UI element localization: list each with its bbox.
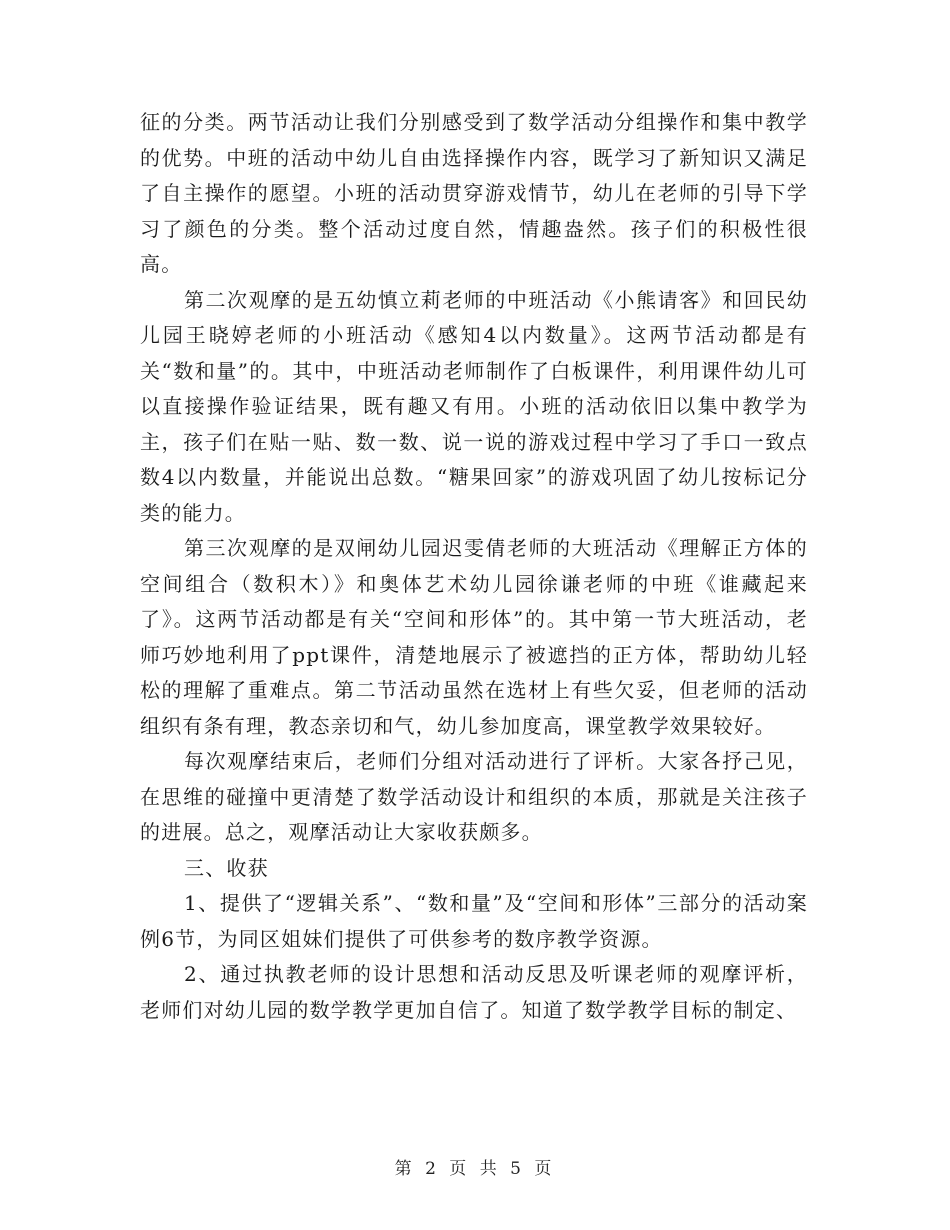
section-heading: 三、收获 — [184, 855, 269, 880]
paragraph-5: 1、提供了“逻辑关系”、“数和量”及“空间和形体”三部分的活动案例6节，为同区姐妹们提供了可供参考的数序教学资源。 — [140, 891, 808, 951]
paragraph-1: 征的分类。两节活动让我们分别感受到了数学活动分组操作和集中教学的优势。中班的活动中幼儿自由选择操作内容，既学习了新知识又满足了自主操作的愿望。小班的活动贯穿游戏情节，幼儿在老师的引导下学习了颜色的分类。整个活动过度自然，情趣盎然。孩子们的积极性很高。 — [140, 110, 808, 276]
paragraph-4: 每次观摩结束后，老师们分组对活动进行了评析。大家各抒己见，在思维的碰撞中更清楚了数学活动设计和组织的本质，那就是关注孩子的进展。总之，观摩活动让大家收获颇多。 — [140, 749, 808, 844]
page-footer: 第 2 页 共 5 页 — [394, 1159, 556, 1179]
paragraph-6: 2、通过执教老师的设计思想和活动反思及听课老师的观摩评析，老师们对幼儿园的数学教学更加自信了。知道了数学教学目标的制定、 — [140, 962, 808, 1022]
body-text — [140, 105, 808, 1028]
paragraph-2: 第二次观摩的是五幼慎立莉老师的中班活动《小熊请客》和回民幼儿园王晓婷老师的小班活动《感知4以内数量》。这两节活动都是有关“数和量”的。其中，中班活动老师制作了白板课件，利用课件幼儿可以直接操作验证结果，既有趣又有用。小班的活动依旧以集中教学为主，孩子们在贴一贴、数一数、说一说的游戏过程中学习了手口一致点数4以内数量，并能说出总数。“糖果回家”的游戏巩固了幼儿按标记分类的能力。 — [140, 287, 808, 525]
paragraph-3: 第三次观摩的是双闸幼儿园迟雯倩老师的大班活动《理解正方体的空间组合（数积木）》和奥体艺术幼儿园徐谦老师的中班《谁藏起来了》。这两节活动都是有关“空间和形体”的。其中第一节大班活动，老师巧妙地利用了ppt课件，清楚地展示了被遮挡的正方体，帮助幼儿轻松的理解了重难点。第二节活动虽然在选材上有些欠妥，但老师的活动组织有条有理，教态亲切和气，幼儿参加度高，课堂教学效果较好。 — [140, 536, 808, 738]
